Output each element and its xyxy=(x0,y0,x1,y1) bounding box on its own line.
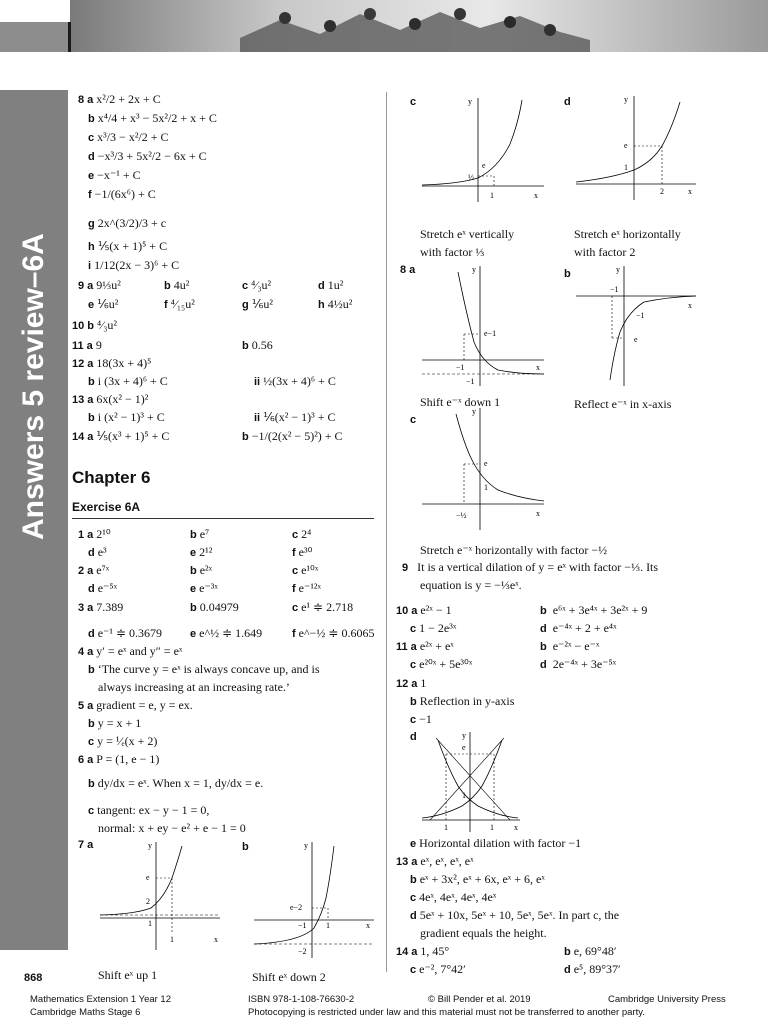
tick-label: e xyxy=(624,141,628,150)
answer-item: 1 a 2¹⁰ xyxy=(78,527,111,541)
answer-item: b 0.04979 xyxy=(190,600,239,614)
graph-7b xyxy=(250,838,378,964)
side-tab xyxy=(0,90,68,950)
answer-item: 13 a 6x(x² − 1)² xyxy=(72,392,149,406)
answer-item: f e³⁰ xyxy=(292,545,313,559)
answer-line: i 1/12(2x − 3)⁶ + C xyxy=(88,258,180,272)
curve-exp-neg xyxy=(438,740,518,818)
tick-label: −1 xyxy=(466,377,475,386)
answer-line: equation is y = −⅓eˣ. xyxy=(420,578,522,592)
tick-label: −1 xyxy=(610,285,619,294)
answer-item: d e⁵, 89°37′ xyxy=(564,962,621,976)
answer-item: ii ½(3x + 4)⁶ + C xyxy=(254,374,336,388)
axis-label: y xyxy=(462,731,466,740)
answer-item: c e¹⁰ˣ xyxy=(292,563,319,577)
tick-label: −1 xyxy=(456,363,465,372)
answer-item: 9 a 9⅓u² xyxy=(78,278,121,292)
answer-item: c e²⁰ˣ + 5e³⁰ˣ xyxy=(410,657,473,671)
answer-item: b e⁷ xyxy=(190,527,210,541)
tangent-line xyxy=(430,738,504,820)
answer-item: ii ⅙(x² − 1)³ + C xyxy=(254,410,336,424)
answer-line: 5 a gradient = e, y = ex. xyxy=(78,698,193,712)
answer-line: c x³/3 − x²/2 + C xyxy=(88,130,169,144)
answer-item: c e⁻², 7°42′ xyxy=(410,962,466,976)
graph-label: d xyxy=(564,96,571,108)
footer-publisher: Cambridge University Press xyxy=(608,994,726,1005)
curve xyxy=(458,272,544,374)
curve xyxy=(100,846,182,915)
curve xyxy=(254,846,334,944)
tick-label: −2 xyxy=(298,947,307,956)
banner-photo xyxy=(70,0,768,52)
curve xyxy=(610,296,696,380)
answer-item: d 2e⁻⁴ˣ + 3e⁻⁵ˣ xyxy=(540,657,617,671)
graph-7a xyxy=(96,838,226,958)
answer-line: b y = x + 1 xyxy=(88,716,142,730)
tick-label: e xyxy=(146,873,150,882)
page-number: 868 xyxy=(24,972,43,984)
answer-line: gradient equals the height. xyxy=(420,926,547,940)
tick-label: 1 xyxy=(326,921,330,930)
answer-line: f −1/(6x⁶) + C xyxy=(88,187,156,201)
graph-caption: Stretch eˣ horizontally xyxy=(574,227,681,241)
graph-8c xyxy=(418,404,548,532)
tick-label: 1 xyxy=(148,919,152,928)
axis-label: x xyxy=(688,187,692,196)
answer-item: 11 a e²ˣ + eˣ xyxy=(396,639,454,653)
answer-item: 14 a ⅕(x³ + 1)⁵ + C xyxy=(72,429,170,443)
answer-item: b i (x² − 1)³ + C xyxy=(88,410,165,424)
axis-label: x xyxy=(536,509,540,518)
tick-label: −½ xyxy=(456,511,467,520)
axis-label: x xyxy=(536,363,540,372)
answer-item: b 0.56 xyxy=(242,338,273,352)
answer-item: e e⁻³ˣ xyxy=(190,581,218,595)
graph-8b xyxy=(572,262,700,388)
tick-label: e xyxy=(634,335,638,344)
answer-item: b e, 69°48′ xyxy=(564,944,617,958)
axis-label: y xyxy=(472,265,476,274)
answer-line: 8 a x²/2 + 2x + C xyxy=(78,92,161,106)
side-title: Answers 5 review–6A xyxy=(17,233,50,540)
answer-line: always increasing at an increasing rate.’ xyxy=(98,680,290,694)
answer-item: 14 a 1, 45° xyxy=(396,944,450,958)
graph-7d xyxy=(572,92,700,204)
tick-label: 1 xyxy=(170,935,174,944)
header-banner xyxy=(0,0,768,52)
heading-rule xyxy=(72,518,374,519)
answer-line: e −x⁻¹ + C xyxy=(88,168,141,182)
tick-label: 1 xyxy=(490,191,494,200)
graph-label: c xyxy=(410,414,417,426)
tick-label: e−2 xyxy=(290,903,303,912)
graph-caption: Shift eˣ down 2 xyxy=(252,970,326,984)
answer-item: b e²ˣ xyxy=(190,563,213,577)
answer-item: d e⁻⁵ˣ xyxy=(88,581,118,595)
answer-line: 6 a P = (1, e − 1) xyxy=(78,752,160,766)
answer-item: f e^−½ ≑ 0.6065 xyxy=(292,626,375,640)
answer-item: b e⁻²ˣ − e⁻ˣ xyxy=(540,639,600,653)
answer-line: normal: x + ey − e² + e − 1 = 0 xyxy=(98,821,246,835)
answer-item: 12 a 18(3x + 4)⁵ xyxy=(72,356,152,370)
column-divider xyxy=(386,92,387,972)
tick-label: 1 xyxy=(462,791,466,800)
answer-item: d 1u² xyxy=(318,278,344,292)
axis-label: y xyxy=(148,841,152,850)
answer-item: c −1 xyxy=(410,712,432,726)
answer-item: e ⅙u² xyxy=(88,297,119,311)
graph-caption: Stretch e⁻ˣ horizontally with factor −½ xyxy=(420,543,608,557)
answer-item: e Horizontal dilation with factor −1 xyxy=(410,836,582,850)
tick-label: e−1 xyxy=(484,329,497,338)
tick-label: 2 xyxy=(660,187,664,196)
tick-label: 1 xyxy=(624,163,628,172)
graph-label: c xyxy=(410,96,417,108)
answer-item: d e³ xyxy=(88,545,107,559)
graph-label: b xyxy=(564,268,571,280)
tangent-line xyxy=(436,738,510,820)
answer-item: b i (3x + 4)⁶ + C xyxy=(88,374,168,388)
graph-12d xyxy=(418,728,524,834)
axis-label: y xyxy=(472,407,476,416)
answer-item: b 4u² xyxy=(164,278,190,292)
graph-caption: Shift eˣ up 1 xyxy=(98,968,158,982)
answer-item: d e⁻⁴ˣ + 2 + e⁴ˣ xyxy=(540,621,617,635)
axis-label: x xyxy=(214,935,218,944)
curve xyxy=(576,102,680,182)
footer-copyright: © Bill Pender et al. 2019 xyxy=(428,994,531,1005)
answer-item: c ⁴⁄₃u² xyxy=(242,278,272,292)
answer-item: b e⁶ˣ + 3e⁴ˣ + 3e²ˣ + 9 xyxy=(540,603,648,617)
tick-label: 1 xyxy=(490,823,494,832)
axis-label: x xyxy=(366,921,370,930)
tick-label: e xyxy=(482,161,486,170)
answer-item: b −1/(2(x² − 5)²) + C xyxy=(242,429,343,443)
graph-label: 7 a xyxy=(78,839,94,851)
answer-item: f ⁴⁄₁₅u² xyxy=(164,297,195,311)
answer-item: 10 b ⁴⁄₃u² xyxy=(72,318,117,332)
answer-item: 11 a 9 xyxy=(72,338,102,352)
answer-line: d −x³/3 + 5x²/2 − 6x + C xyxy=(88,149,207,163)
tick-label: −1 xyxy=(298,921,307,930)
answer-item: e 2¹² xyxy=(190,545,213,559)
answer-line: b dy/dx = eˣ. When x = 1, dy/dx = e. xyxy=(88,776,264,790)
tick-label: 1 xyxy=(484,483,488,492)
tick-label: ⅓ xyxy=(468,173,474,182)
answer-line: b x⁴/4 + x³ − 5x²/2 + x + C xyxy=(88,111,217,125)
chapter-heading: Chapter 6 xyxy=(72,468,151,487)
answer-item: 12 a 1 xyxy=(396,676,427,690)
footer-notice: Photocopying is restricted under law and this material must not be transferred to another party. xyxy=(248,1007,645,1018)
answer-line: d 5eˣ + 10x, 5eˣ + 10, 5eˣ, 5eˣ. In part c, the xyxy=(410,908,620,922)
curve xyxy=(456,414,544,501)
graph-caption: with factor 2 xyxy=(574,245,636,259)
answer-item: c e¹ ≑ 2.718 xyxy=(292,600,354,614)
axis-label: x xyxy=(534,191,538,200)
axis-label: y xyxy=(624,95,628,104)
answer-line: c y = ¹⁄ₑ(x + 2) xyxy=(88,734,158,748)
answer-item: f e⁻¹²ˣ xyxy=(292,581,321,595)
tick-label: −1 xyxy=(636,311,645,320)
answer-item: d xyxy=(410,731,417,743)
answer-line: 9 It is a vertical dilation of y = eˣ with factor −⅓. Its xyxy=(402,560,659,574)
answer-item: e e^½ ≑ 1.649 xyxy=(190,626,263,640)
answer-line: h ⅕(x + 1)⁵ + C xyxy=(88,239,168,253)
answer-item: b Reflection in y-axis xyxy=(410,694,515,708)
answer-line: c tangent: ex − y − 1 = 0, xyxy=(88,803,210,817)
graph-caption: Shift e⁻ˣ down 1 xyxy=(420,395,501,409)
answer-item: 3 a 7.389 xyxy=(78,600,124,614)
axis-label: y xyxy=(304,841,308,850)
graph-label: b xyxy=(242,841,249,853)
answer-item: g ⅙u² xyxy=(242,297,273,311)
tick-label: e xyxy=(462,743,466,752)
tick-label: e xyxy=(484,459,488,468)
axis-label: x xyxy=(514,823,518,832)
tick-label: 1 xyxy=(444,823,448,832)
graph-8a xyxy=(418,262,548,386)
answer-item: 10 a e²ˣ − 1 xyxy=(396,603,452,617)
answer-line: 4 a y′ = eˣ and y″ = eˣ xyxy=(78,644,183,658)
answer-item: 2 a e⁷ˣ xyxy=(78,563,110,577)
axis-label: y xyxy=(616,265,620,274)
graph-caption: with factor ⅓ xyxy=(420,245,485,259)
footer-series: Cambridge Maths Stage 6 xyxy=(30,1007,141,1018)
axis-label: y xyxy=(468,97,472,106)
answer-line: c 4eˣ, 4eˣ, 4eˣ, 4eˣ xyxy=(410,890,497,904)
graph-caption: Stretch eˣ vertically xyxy=(420,227,515,241)
answer-item: c 2⁴ xyxy=(292,527,312,541)
tick-label: 2 xyxy=(146,897,150,906)
answer-line: 13 a eˣ, eˣ, eˣ, eˣ xyxy=(396,854,474,868)
footer-book: Mathematics Extension 1 Year 12 xyxy=(30,994,172,1005)
axis-label: x xyxy=(688,301,692,310)
answer-line: g 2x^(3/2)/3 + c xyxy=(88,216,167,230)
answer-item: d e⁻¹ ≑ 0.3679 xyxy=(88,626,163,640)
graph-label: 8 a xyxy=(400,264,416,276)
answer-item: c 1 − 2e³ˣ xyxy=(410,621,457,635)
exercise-heading: Exercise 6A xyxy=(72,500,141,514)
answer-line: b eˣ + 3x², eˣ + 6x, eˣ + 6, eˣ xyxy=(410,872,545,886)
answer-line: b ‘The curve y = eˣ is always concave up, and is xyxy=(88,662,320,676)
graph-caption: Reflect e⁻ˣ in x-axis xyxy=(574,397,672,411)
footer-isbn: ISBN 978-1-108-76630-2 xyxy=(248,994,355,1005)
graph-7c xyxy=(418,94,548,206)
banner-rule xyxy=(68,22,71,52)
answer-item: h 4½u² xyxy=(318,297,353,311)
